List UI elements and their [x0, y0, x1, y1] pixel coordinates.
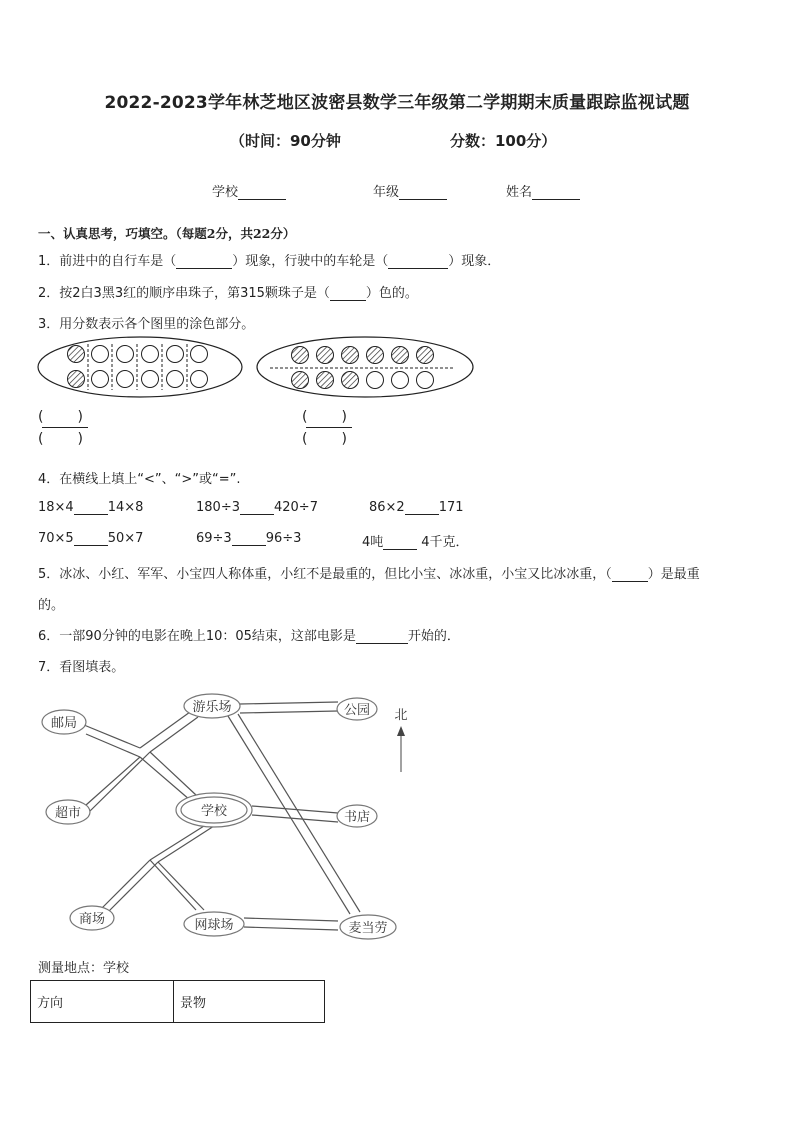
school-label: 学校	[212, 185, 239, 200]
q1-text-a: 1．前进中的自行车是（	[38, 254, 177, 269]
paren-close: )	[77, 409, 83, 425]
q6-text-b: 开始的．	[407, 629, 460, 644]
q4-expr: 96÷3	[265, 531, 302, 546]
q2-text-a: 2．按2白3黑3红的顺序串珠子，第315颗珠子是（	[38, 286, 330, 301]
page-title: 2022-2023学年林芝地区波密县数学三年级第二学期期末质量跟踪监视试题	[104, 93, 690, 113]
score-label: 分数：100分）	[450, 132, 557, 150]
map-label-amusement-park: 游乐场	[192, 700, 232, 715]
q6-text-a: 6．一部90分钟的电影在晚上10：05结束，这部电影是	[38, 629, 356, 644]
paren-open: (	[302, 409, 308, 425]
q5-text-b: ）是最重	[647, 567, 700, 582]
q1-text-b: ）现象，行驶中的车轮是（	[232, 254, 389, 269]
q4-expr: 69÷3	[196, 531, 232, 546]
paren-close: )	[77, 431, 83, 447]
grade-label: 年级	[373, 185, 400, 200]
time-label: （时间：90分钟	[230, 132, 341, 150]
q4-expr: 420÷7	[273, 500, 318, 515]
q4-expr: 86×2	[369, 500, 405, 515]
question-5-cont: 的。	[38, 598, 65, 613]
question-7: 7．看图填表。	[38, 660, 125, 675]
north-label: 北	[394, 708, 408, 723]
north-arrow-icon	[394, 708, 407, 772]
map-label-school: 学校	[200, 804, 228, 819]
q4-expr: 4吨	[362, 535, 384, 550]
question-4: 4．在横线上填上“<”、“>”或“=”.	[38, 472, 241, 487]
map-label-mcdonalds: 麦当劳	[348, 921, 388, 936]
paren-open: (	[38, 431, 44, 447]
table-header-direction: 方向	[31, 981, 174, 1023]
q4-expr: 14×8	[107, 500, 144, 515]
paren-open: (	[38, 409, 44, 425]
table-header-scenery: 景物	[174, 981, 325, 1023]
q2-text-b: ）色的。	[365, 286, 418, 301]
map-label-post-office: 邮局	[50, 716, 78, 731]
measure-location-label: 测量地点：学校	[38, 961, 130, 976]
map-label-park: 公园	[343, 703, 371, 718]
q4-expr: 171	[438, 500, 464, 515]
paren-close: )	[341, 409, 347, 425]
map-label-tennis-court: 网球场	[194, 918, 234, 933]
name-label: 姓名	[506, 185, 533, 200]
q1-text-c: ）现象．	[448, 254, 501, 269]
question-3: 3．用分数表示各个图里的涂色部分。	[38, 317, 255, 332]
table-row	[31, 981, 325, 1023]
q4-expr: 4千克．	[421, 535, 469, 550]
q4-expr: 70×5	[38, 531, 74, 546]
paren-close: )	[341, 431, 347, 447]
q4-expr: 180÷3	[196, 500, 240, 515]
direction-table	[30, 980, 325, 1023]
map-label-bookstore: 书店	[343, 810, 371, 825]
q5-text-a: 5．冰冰、小红、军军、小宝四人称体重，小红不是最重的，但比小宝、冰冰重，小宝又比冰冰重，（	[38, 567, 612, 582]
map-label-supermarket: 超市	[54, 806, 82, 821]
q4-expr: 50×7	[107, 531, 144, 546]
section-heading: 一、认真思考，巧填空。（每题2分，共22分）	[38, 226, 296, 241]
paren-open: (	[302, 431, 308, 447]
map-label-mall: 商场	[78, 912, 106, 927]
q4-expr: 18×4	[38, 500, 74, 515]
